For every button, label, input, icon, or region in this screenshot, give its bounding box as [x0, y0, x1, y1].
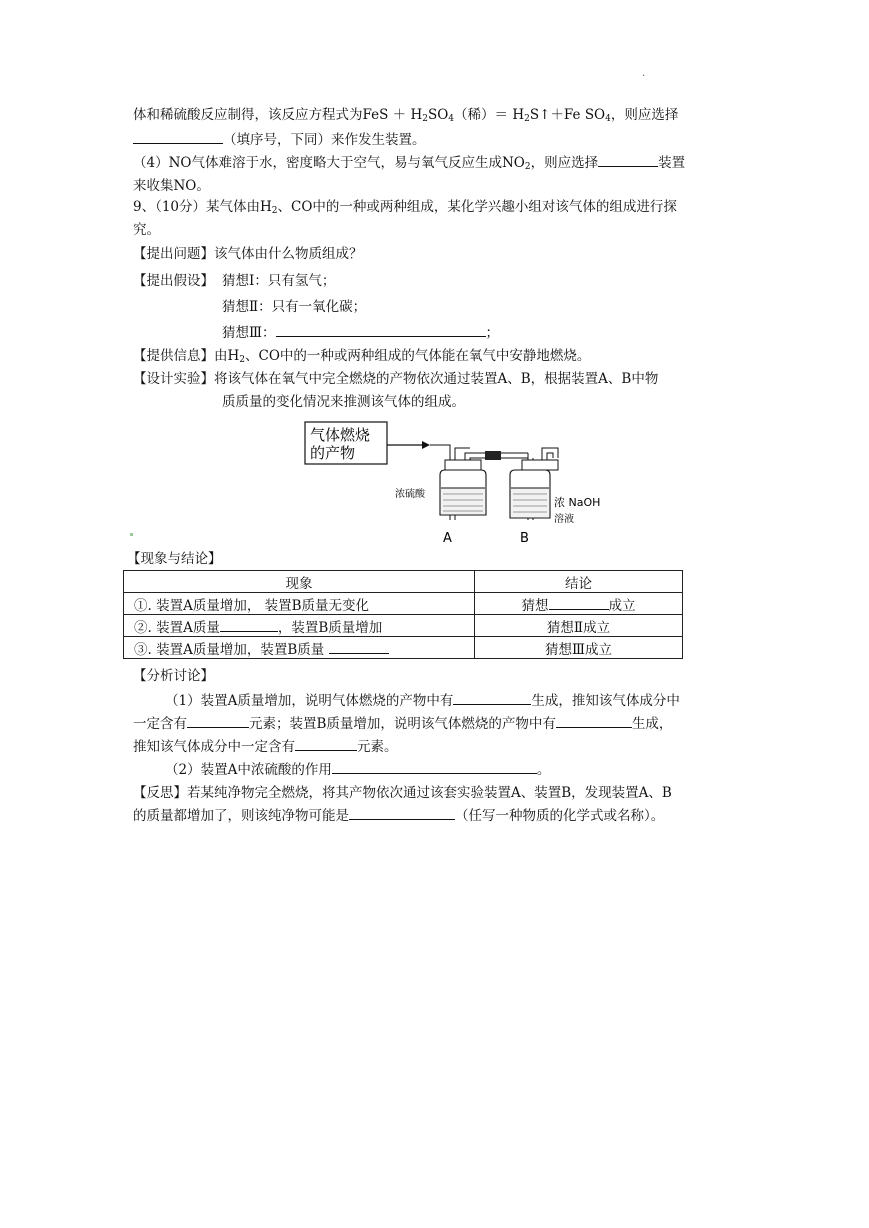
- answer-blank[interactable]: [133, 129, 223, 144]
- label-a: A: [443, 531, 452, 546]
- text: 生成，推知该气体成分中: [531, 693, 680, 709]
- label-b: B: [520, 531, 529, 546]
- no-gas-line: [133, 152, 685, 178]
- apparatus-answer-line: [133, 129, 426, 151]
- reflection-line: 【反思】若某纯净物完全燃烧，将其产物依次通过该套实验装置A、装置B，发现装置A、B: [133, 785, 672, 801]
- cell: ①. 装置A质量增加， 装置B质量无变化: [124, 593, 475, 615]
- text: （2）装置A中浓硫酸的作用: [165, 762, 332, 778]
- question-9-line: [133, 196, 677, 222]
- text: 。: [536, 762, 551, 778]
- liquid-a: [441, 488, 485, 514]
- liquid-b: [511, 488, 549, 517]
- design-line-2: 质质量的变化情况来推测该气体的组成。: [222, 394, 465, 410]
- apparatus-diagram: [300, 420, 620, 550]
- answer-blank[interactable]: [349, 805, 455, 820]
- answer-blank[interactable]: [295, 736, 357, 751]
- answer-blank[interactable]: [556, 713, 632, 728]
- cell: 猜想Ⅲ成立: [475, 637, 683, 659]
- cell: [124, 637, 475, 659]
- cell: 猜想Ⅱ成立: [475, 615, 683, 637]
- text: 9、（10分）某气体由H: [133, 199, 272, 215]
- text: （填序号，下同）来作发生装置。: [223, 132, 426, 148]
- text: （1）装置A质量增加，说明气体燃烧的产物中有: [165, 693, 454, 709]
- header-phenomenon: 现象: [124, 571, 475, 593]
- analysis-line: [133, 736, 398, 758]
- cell: [124, 615, 475, 637]
- problem-line: 【提出问题】该气体由什么物质组成？: [133, 246, 363, 262]
- text: 元素。: [357, 739, 398, 755]
- design-line: 【设计实验】将该气体在氧气中完全燃烧的产物依次通过装置A、B，根据装置A、B中物: [133, 371, 659, 387]
- text: ②. 装置A质量: [134, 619, 220, 636]
- text: ；: [485, 325, 500, 341]
- answer-blank[interactable]: [187, 713, 249, 728]
- text: 猜想: [521, 597, 549, 614]
- bottle-b-label-2: 溶液: [554, 514, 574, 525]
- hypothesis-2: 猜想Ⅱ：只有一氧化碳；: [222, 299, 367, 315]
- hypothesis-3: [222, 322, 499, 344]
- text: 体和稀硫酸反应制得，该反应方程式为FeS ＋ H: [133, 107, 423, 123]
- text: 、CO中的一种或两种组成的气体能在氧气中安静地燃烧。: [245, 348, 591, 364]
- text: （任写一种物质的化学式或名称）。: [455, 808, 665, 824]
- rubber-joint: [485, 451, 501, 460]
- stopper-b: [522, 460, 558, 470]
- result-table: [123, 570, 683, 659]
- table-header-row: [124, 571, 683, 593]
- subscript: 2: [422, 114, 428, 124]
- text: （稀）＝ H: [454, 107, 525, 123]
- answer-blank[interactable]: [329, 639, 389, 654]
- table-title: 【现象与结论】: [127, 551, 222, 567]
- arrow-head: [422, 441, 430, 449]
- reflection-line: [133, 805, 664, 827]
- subscript: 2: [271, 206, 278, 216]
- subscript: 4: [605, 114, 611, 124]
- analysis-line: [165, 690, 680, 712]
- answer-blank[interactable]: [332, 759, 537, 774]
- analysis-title: 【分析讨论】: [133, 668, 214, 684]
- text: ，则应选择: [610, 107, 679, 123]
- stopper-a: [445, 460, 481, 470]
- text: 的质量都增加了，则该纯净物可能是: [133, 808, 349, 824]
- equation-line: [133, 104, 678, 130]
- analysis-line: [165, 759, 550, 781]
- apparatus-figure: [300, 420, 620, 550]
- text-line: 究。: [133, 222, 160, 238]
- text: 【提供信息】由H: [133, 348, 240, 364]
- text: 元素；装置B质量增加，说明该气体燃烧的产物中有: [249, 716, 556, 732]
- bottle-a-label: 浓硫酸: [395, 489, 425, 500]
- text: 一定含有: [133, 716, 187, 732]
- text: S↑＋Fe SO: [529, 107, 606, 123]
- table-row: [124, 615, 683, 637]
- answer-blank[interactable]: [276, 322, 486, 337]
- hypothesis-label: 【提出假设】: [133, 273, 214, 289]
- table-row: [124, 593, 683, 615]
- text: 生成，: [631, 716, 673, 732]
- text: ，则应选择: [530, 155, 599, 171]
- subscript: 2: [239, 355, 246, 365]
- text: ，装置B质量增加: [277, 619, 383, 636]
- text: 成立: [608, 597, 636, 614]
- subscript: 2: [524, 114, 530, 124]
- box-text-1: 气体燃烧: [310, 426, 371, 444]
- header-conclusion: 结论: [475, 571, 683, 593]
- corner-mark: .: [642, 68, 646, 79]
- text: （4）NO气体难溶于水，密度略大于空气，易与氧气反应生成NO: [133, 155, 525, 171]
- answer-blank[interactable]: [453, 690, 531, 705]
- hypothesis-1: 猜想Ⅰ：只有氢气；: [222, 273, 336, 289]
- text: 、CO中的一种或两种组成，某化学兴趣小组对该气体的组成进行探: [277, 199, 677, 215]
- text: 装置: [658, 155, 686, 171]
- text: 猜想Ⅲ：: [222, 325, 276, 341]
- stray-mark: [130, 533, 133, 536]
- answer-blank[interactable]: [220, 617, 278, 632]
- text: SO: [427, 107, 449, 123]
- analysis-line: [133, 713, 672, 735]
- answer-blank[interactable]: [598, 152, 658, 167]
- box-text-2: 的产物: [310, 444, 356, 462]
- subscript: 2: [524, 162, 531, 172]
- subscript: 4: [448, 114, 455, 124]
- text: 推知该气体成分中一定含有: [133, 739, 295, 755]
- text-line: 来收集NO。: [133, 178, 210, 194]
- cell: [475, 593, 683, 615]
- answer-blank[interactable]: [549, 595, 609, 610]
- text: ③. 装置A质量增加，装置B质量: [134, 641, 329, 658]
- table-row: [124, 637, 683, 659]
- bottle-b-label-1: 浓 NaOH: [554, 496, 601, 509]
